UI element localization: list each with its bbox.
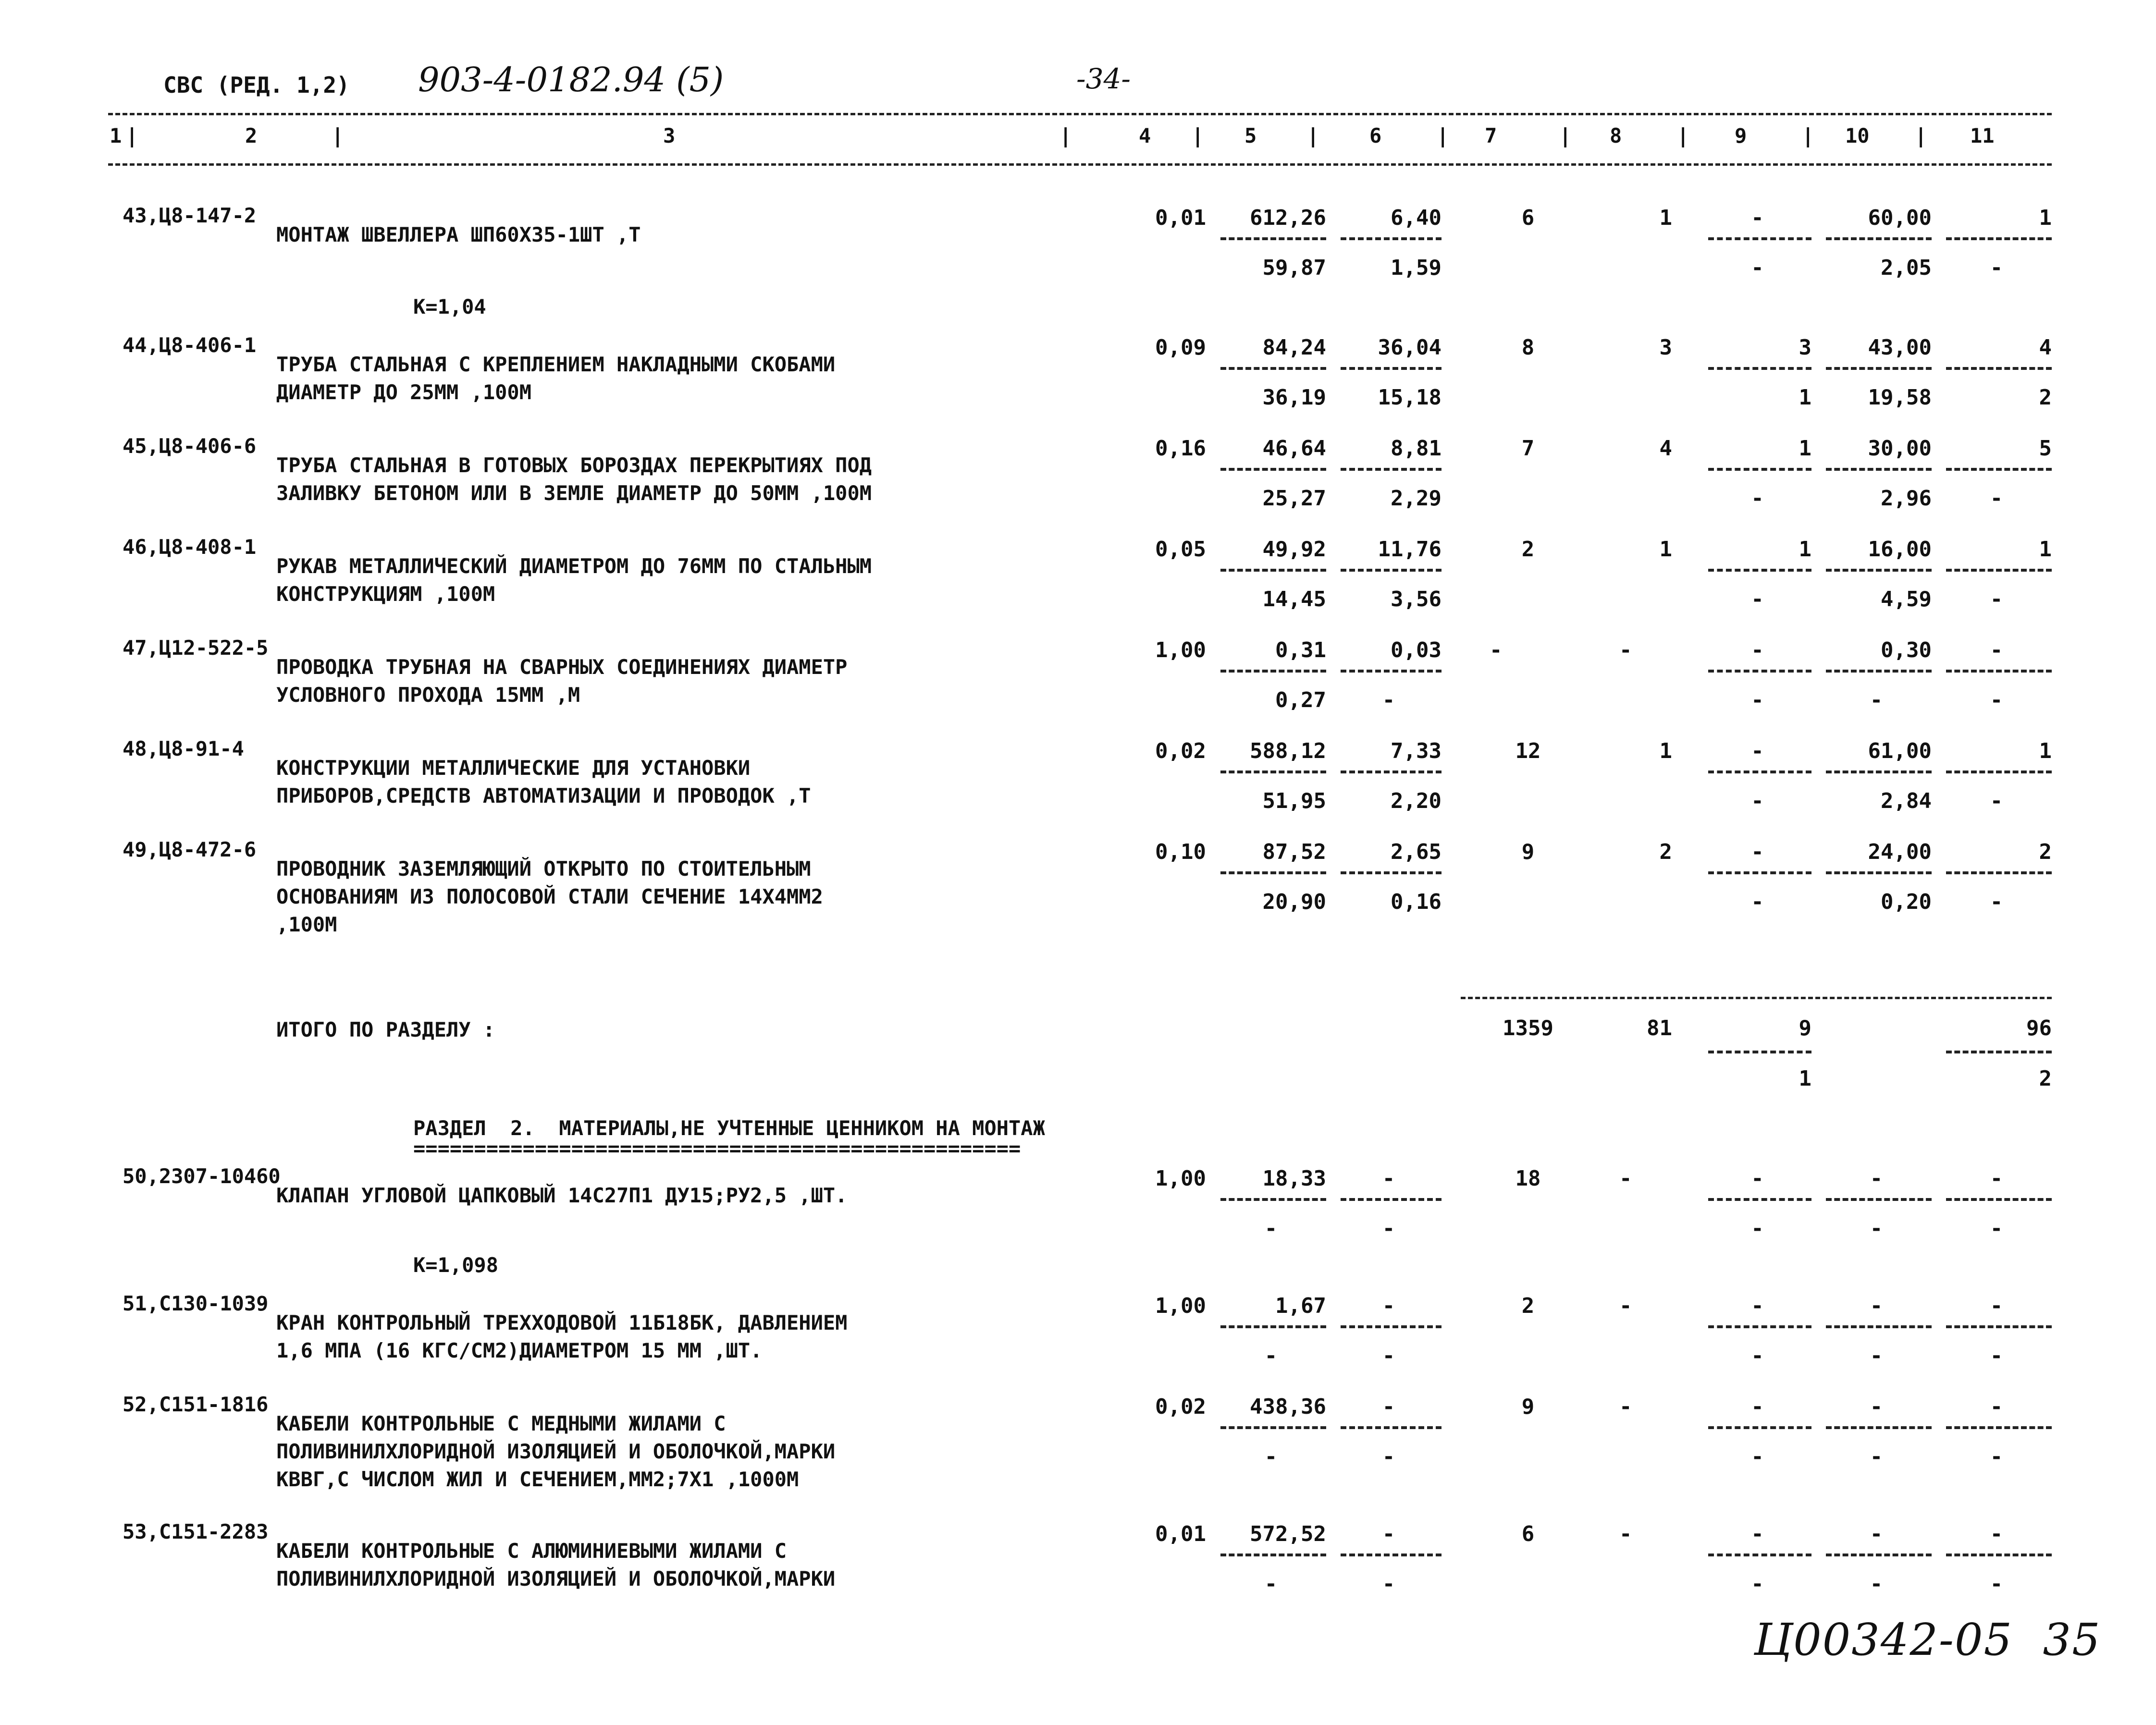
- row-51-description-line: 1,6 МПА (16 КГС/СМ2)ДИАМЕТРОМ 15 ММ ,ШТ.: [276, 1339, 763, 1362]
- row-52-col9-top: -: [1751, 1395, 1764, 1419]
- page-number: -34-: [1076, 62, 1131, 95]
- row-50-col7: 18: [1515, 1166, 1541, 1191]
- row-53-code: 53,С151-2283: [123, 1520, 269, 1543]
- row-53-col11-bottom: -: [1990, 1572, 2003, 1596]
- row-51-col10-bottom: -: [1870, 1344, 1883, 1368]
- row-45-col9-fraction-line: [1708, 468, 1811, 471]
- row-51-coefficient: К=1,098: [413, 1253, 499, 1277]
- row-50-col5-bottom: -: [1264, 1216, 1278, 1241]
- row-46-code: 46,Ц8-408-1: [123, 535, 257, 559]
- row-46-col10-fraction-line: [1826, 569, 1932, 572]
- row-48-col6-bottom: 2,20: [1391, 789, 1441, 813]
- row-46-col6-bottom: 3,56: [1391, 587, 1441, 612]
- row-53-col9-fraction-line: [1708, 1554, 1811, 1556]
- row-46-col5-top: 49,92: [1262, 537, 1326, 562]
- row-46-col7: 2: [1521, 537, 1535, 562]
- row-47-col11-bottom: -: [1990, 688, 2003, 712]
- row-45-description-line: ТРУБА СТАЛЬНАЯ В ГОТОВЫХ БОРОЗДАХ ПЕРЕКРЫТИЯХ ПОД: [276, 453, 872, 477]
- row-46-col9-top: 1: [1799, 537, 1811, 562]
- row-47-description-line: ПРОВОДКА ТРУБНАЯ НА СВАРНЫХ СОЕДИНЕНИЯХ ДИАМЕТР: [276, 655, 848, 679]
- row-48-description-line: КОНСТРУКЦИИ МЕТАЛЛИЧЕСКИЕ ДЛЯ УСТАНОВКИ: [276, 756, 751, 780]
- row-43-col5-top: 612,26: [1250, 206, 1326, 230]
- row-44-col9-top: 3: [1799, 335, 1811, 360]
- row-49-col10-top: 24,00: [1868, 840, 1932, 864]
- row-51-col11-top: -: [1990, 1294, 2003, 1318]
- row-53-col9-bottom: -: [1751, 1572, 1764, 1596]
- row-49-col8: 2: [1659, 840, 1672, 864]
- row-45-col6-fraction-line: [1341, 468, 1441, 471]
- row-45-col8: 4: [1659, 436, 1672, 461]
- row-44-col10-bottom: 19,58: [1868, 385, 1932, 410]
- row-48-col9-bottom: -: [1751, 789, 1764, 813]
- row-51-col11-fraction-line: [1946, 1325, 2052, 1328]
- row-53-col10-bottom: -: [1870, 1572, 1883, 1596]
- row-44-col8: 3: [1659, 335, 1672, 360]
- row-46-col5-fraction-line: [1220, 569, 1326, 572]
- row-51-col11-bottom: -: [1990, 1344, 2003, 1368]
- row-43-col9-fraction-line: [1708, 237, 1811, 240]
- column-header-2: 2: [245, 124, 258, 147]
- row-53-col10-top: -: [1870, 1522, 1883, 1546]
- row-48-description-line: ПРИБОРОВ,СРЕДСТВ АВТОМАТИЗАЦИИ И ПРОВОДОК ,Т: [276, 784, 811, 807]
- column-header-5: 5: [1244, 124, 1257, 147]
- row-44-col9-bottom: 1: [1799, 385, 1811, 410]
- row-44-col6-bottom: 15,18: [1378, 385, 1441, 410]
- row-50-col8: -: [1619, 1166, 1632, 1191]
- row-47-col10-top: 0,30: [1881, 638, 1932, 662]
- row-46-col9-bottom: -: [1751, 587, 1764, 612]
- row-51-col10-top: -: [1870, 1294, 1883, 1318]
- row-43-col5-bottom: 59,87: [1262, 256, 1326, 280]
- row-44-col11-bottom: 2: [2039, 385, 2052, 410]
- row-48-code: 48,Ц8-91-4: [123, 737, 244, 760]
- total-col9-top: 9: [1799, 1016, 1811, 1040]
- row-51-col9-top: -: [1751, 1294, 1764, 1318]
- total-col8: 81: [1647, 1016, 1672, 1040]
- row-47-col10-bottom: -: [1870, 688, 1883, 712]
- row-47-col8: -: [1619, 638, 1632, 662]
- section-2-title: РАЗДЕЛ 2. МАТЕРИАЛЫ,НЕ УЧТЕННЫЕ ЦЕННИКОМ НА МОНТАЖ: [413, 1116, 1045, 1140]
- row-52-col10-fraction-line: [1826, 1426, 1932, 1429]
- total-col9-bottom: 1: [1799, 1066, 1811, 1091]
- row-53-norm: 0,01: [1155, 1522, 1206, 1546]
- row-44-col7: 8: [1521, 335, 1535, 360]
- row-49-col7: 9: [1521, 840, 1535, 864]
- row-46-col9-fraction-line: [1708, 569, 1811, 572]
- total-label: ИТОГО ПО РАЗДЕЛУ :: [276, 1018, 495, 1041]
- row-48-col6-fraction-line: [1341, 771, 1441, 773]
- row-44-col10-fraction-line: [1826, 367, 1932, 370]
- row-44-col5-bottom: 36,19: [1262, 385, 1326, 410]
- row-49-col6-top: 2,65: [1391, 840, 1441, 864]
- row-44-col5-fraction-line: [1220, 367, 1326, 370]
- row-52-col6-top: -: [1382, 1395, 1395, 1419]
- row-50-col9-top: -: [1751, 1166, 1764, 1191]
- row-48-col9-fraction-line: [1708, 771, 1811, 773]
- row-44-col10-top: 43,00: [1868, 335, 1932, 360]
- row-51-col9-fraction-line: [1708, 1325, 1811, 1328]
- row-46-col10-bottom: 4,59: [1881, 587, 1932, 612]
- row-52-norm: 0,02: [1155, 1395, 1206, 1419]
- row-50-col11-bottom: -: [1990, 1216, 2003, 1241]
- row-51-norm: 1,00: [1155, 1294, 1206, 1318]
- row-43-col6-bottom: 1,59: [1391, 256, 1441, 280]
- column-header-11: 11: [1970, 124, 1995, 147]
- document-number: 903-4-0182.94 (5): [418, 60, 724, 99]
- row-49-col6-bottom: 0,16: [1391, 890, 1441, 914]
- header-rule-bottom: [108, 163, 2052, 166]
- column-separator: |: [1437, 124, 1449, 147]
- row-48-col7: 12: [1515, 739, 1541, 763]
- column-separator: |: [1677, 124, 1689, 147]
- row-51-col7: 2: [1521, 1294, 1535, 1318]
- row-44-col9-fraction-line: [1708, 367, 1811, 370]
- column-header-1: 1: [110, 124, 122, 147]
- row-43-norm: 0,01: [1155, 206, 1206, 230]
- row-53-col6-fraction-line: [1341, 1554, 1441, 1556]
- row-47-col9-top: -: [1751, 638, 1764, 662]
- row-51-code: 51,С130-1039: [123, 1292, 269, 1315]
- row-46-col11-fraction-line: [1946, 569, 2052, 572]
- row-48-col9-top: -: [1751, 739, 1764, 763]
- column-header-6: 6: [1369, 124, 1382, 147]
- row-52-col6-fraction-line: [1341, 1426, 1441, 1429]
- row-50-col9-fraction-line: [1708, 1198, 1811, 1201]
- row-50-code: 50,2307-10460: [123, 1164, 281, 1188]
- row-50-col10-bottom: -: [1870, 1216, 1883, 1241]
- row-52-col10-top: -: [1870, 1395, 1883, 1419]
- row-49-col5-fraction-line: [1220, 871, 1326, 874]
- row-50-col6-bottom: -: [1382, 1216, 1395, 1241]
- row-47-norm: 1,00: [1155, 638, 1206, 662]
- row-45-col10-top: 30,00: [1868, 436, 1932, 461]
- row-52-col10-bottom: -: [1870, 1444, 1883, 1469]
- row-43-col8: 1: [1659, 206, 1672, 230]
- row-48-norm: 0,02: [1155, 739, 1206, 763]
- total-rule: [1461, 997, 2052, 999]
- row-50-col6-top: -: [1382, 1166, 1395, 1191]
- row-48-col10-bottom: 2,84: [1881, 789, 1932, 813]
- row-44-description-line: ТРУБА СТАЛЬНАЯ С КРЕПЛЕНИЕМ НАКЛАДНЫМИ СКОБАМИ: [276, 353, 836, 376]
- row-53-description-line: КАБЕЛИ КОНТРОЛЬНЫЕ С АЛЮМИНИЕВЫМИ ЖИЛАМИ С: [276, 1539, 787, 1563]
- row-51-col9-bottom: -: [1751, 1344, 1764, 1368]
- row-51-col8: -: [1619, 1294, 1632, 1318]
- row-43-col6-fraction-line: [1341, 237, 1441, 240]
- row-53-col5-top: 572,52: [1250, 1522, 1326, 1546]
- row-53-col11-top: -: [1990, 1522, 2003, 1546]
- column-header-7: 7: [1485, 124, 1497, 147]
- row-45-col5-bottom: 25,27: [1262, 486, 1326, 511]
- column-header-4: 4: [1139, 124, 1151, 147]
- column-separator: |: [1559, 124, 1572, 147]
- column-separator: |: [1307, 124, 1319, 147]
- row-45-col11-fraction-line: [1946, 468, 2052, 471]
- row-52-col5-top: 438,36: [1250, 1395, 1326, 1419]
- row-50-col11-fraction-line: [1946, 1198, 2052, 1201]
- row-49-code: 49,Ц8-472-6: [123, 838, 257, 861]
- row-51-col6-fraction-line: [1341, 1325, 1441, 1328]
- row-53-col5-bottom: -: [1264, 1572, 1278, 1596]
- row-48-col10-fraction-line: [1826, 771, 1932, 773]
- row-52-col5-fraction-line: [1220, 1426, 1326, 1429]
- column-header-9: 9: [1735, 124, 1747, 147]
- total-col11-fraction-line: [1946, 1051, 2052, 1053]
- row-51-col6-top: -: [1382, 1294, 1395, 1318]
- total-col11-bottom: 2: [2039, 1066, 2052, 1091]
- row-49-description-line: ОСНОВАНИЯМ ИЗ ПОЛОСОВОЙ СТАЛИ СЕЧЕНИЕ 14Х4ММ2: [276, 885, 823, 908]
- row-52-col11-fraction-line: [1946, 1426, 2052, 1429]
- row-50-col10-fraction-line: [1826, 1198, 1932, 1201]
- row-46-col11-top: 1: [2039, 537, 2052, 562]
- row-46-col8: 1: [1659, 537, 1672, 562]
- column-header-8: 8: [1610, 124, 1622, 147]
- row-47-col11-fraction-line: [1946, 670, 2052, 673]
- column-separator: |: [1915, 124, 1927, 147]
- row-50-col10-top: -: [1870, 1166, 1883, 1191]
- row-52-col9-fraction-line: [1708, 1426, 1811, 1429]
- total-col11-top: 96: [2026, 1016, 2052, 1040]
- row-52-col5-bottom: -: [1264, 1444, 1278, 1469]
- row-43-col7: 6: [1521, 206, 1535, 230]
- row-49-col11-bottom: -: [1990, 890, 2003, 914]
- row-50-col5-top: 18,33: [1262, 1166, 1326, 1191]
- row-52-description-line: КАБЕЛИ КОНТРОЛЬНЫЕ С МЕДНЫМИ ЖИЛАМИ С: [276, 1412, 726, 1435]
- row-46-description-line: КОНСТРУКЦИЯМ ,100М: [276, 582, 495, 606]
- row-48-col6-top: 7,33: [1391, 739, 1441, 763]
- column-header-3: 3: [663, 124, 676, 147]
- row-49-norm: 0,10: [1155, 840, 1206, 864]
- row-52-description-line: КВВГ,С ЧИСЛОМ ЖИЛ И СЕЧЕНИЕМ,ММ2;7Х1 ,1000М: [276, 1468, 799, 1491]
- row-44-col5-top: 84,24: [1262, 335, 1326, 360]
- row-49-col11-top: 2: [2039, 840, 2052, 864]
- row-47-col5-fraction-line: [1220, 670, 1326, 673]
- row-44-col11-top: 4: [2039, 335, 2052, 360]
- row-52-col11-bottom: -: [1990, 1444, 2003, 1469]
- row-53-col10-fraction-line: [1826, 1554, 1932, 1556]
- row-47-col6-bottom: -: [1382, 688, 1395, 712]
- row-53-col7: 6: [1521, 1522, 1535, 1546]
- row-47-code: 47,Ц12-522-5: [123, 636, 269, 660]
- row-50-col6-fraction-line: [1341, 1198, 1441, 1201]
- row-51-col10-fraction-line: [1826, 1325, 1932, 1328]
- row-53-description-line: ПОЛИВИНИЛХЛОРИДНОЙ ИЗОЛЯЦИЕЙ И ОБОЛОЧКОЙ,МАРКИ: [276, 1567, 836, 1590]
- row-45-col11-top: 5: [2039, 436, 2052, 461]
- row-47-col11-top: -: [1990, 638, 2003, 662]
- row-48-col11-fraction-line: [1946, 771, 2052, 773]
- row-43-col10-fraction-line: [1826, 237, 1932, 240]
- row-45-col10-fraction-line: [1826, 468, 1932, 471]
- row-44-description-line: ДИАМЕТР ДО 25ММ ,100М: [276, 380, 532, 404]
- row-51-col5-fraction-line: [1220, 1325, 1326, 1328]
- row-45-col7: 7: [1521, 436, 1535, 461]
- row-50-description-line: КЛАПАН УГЛОВОЙ ЦАПКОВЫЙ 14С27П1 ДУ15;РУ2,5 ,ШТ.: [276, 1184, 848, 1207]
- row-45-norm: 0,16: [1155, 436, 1206, 461]
- row-48-col8: 1: [1659, 739, 1672, 763]
- column-separator: |: [1060, 124, 1072, 147]
- row-48-col5-bottom: 51,95: [1262, 789, 1326, 813]
- row-52-col6-bottom: -: [1382, 1444, 1395, 1469]
- row-48-col11-top: 1: [2039, 739, 2052, 763]
- row-43-col10-bottom: 2,05: [1881, 256, 1932, 280]
- row-49-description-line: ,100М: [276, 913, 337, 936]
- row-47-col5-top: 0,31: [1275, 638, 1326, 662]
- row-49-col9-bottom: -: [1751, 890, 1764, 914]
- row-43-col9-top: -: [1751, 206, 1764, 230]
- row-45-col11-bottom: -: [1990, 486, 2003, 511]
- total-col7: 1359: [1503, 1016, 1553, 1040]
- row-51-col5-top: 1,67: [1275, 1294, 1326, 1318]
- row-47-col5-bottom: 0,27: [1275, 688, 1326, 712]
- row-50-col9-bottom: -: [1751, 1216, 1764, 1241]
- row-52-col7: 9: [1521, 1395, 1535, 1419]
- row-45-description-line: ЗАЛИВКУ БЕТОНОМ ИЛИ В ЗЕМЛЕ ДИАМЕТР ДО 50ММ ,100М: [276, 481, 872, 505]
- row-48-col11-bottom: -: [1990, 789, 2003, 813]
- row-53-col6-bottom: -: [1382, 1572, 1395, 1596]
- row-48-col5-top: 588,12: [1250, 739, 1326, 763]
- row-43-col9-bottom: -: [1751, 256, 1764, 280]
- row-46-col10-top: 16,00: [1868, 537, 1932, 562]
- row-49-col11-fraction-line: [1946, 871, 2052, 874]
- row-46-norm: 0,05: [1155, 537, 1206, 562]
- row-51-col6-bottom: -: [1382, 1344, 1395, 1368]
- header-left-text: СВС (РЕД. 1,2): [163, 72, 350, 98]
- row-47-col10-fraction-line: [1826, 670, 1932, 673]
- row-47-col9-fraction-line: [1708, 670, 1811, 673]
- row-49-col10-fraction-line: [1826, 871, 1932, 874]
- row-43-col5-fraction-line: [1220, 237, 1326, 240]
- row-49-col5-top: 87,52: [1262, 840, 1326, 864]
- row-46-col11-bottom: -: [1990, 587, 2003, 612]
- header-rule-top: [108, 113, 2052, 115]
- row-45-col6-bottom: 2,29: [1391, 486, 1441, 511]
- row-44-col11-fraction-line: [1946, 367, 2052, 370]
- row-51-description-line: КРАН КОНТРОЛЬНЫЙ ТРЕХХОДОВОЙ 11Б18БК, ДАВЛЕНИЕМ: [276, 1311, 848, 1334]
- row-52-description-line: ПОЛИВИНИЛХЛОРИДНОЙ ИЗОЛЯЦИЕЙ И ОБОЛОЧКОЙ,МАРКИ: [276, 1440, 836, 1463]
- row-53-col8: -: [1619, 1522, 1632, 1546]
- column-header-10: 10: [1845, 124, 1870, 147]
- archive-stamp: Ц00342-05 35: [1754, 1614, 2101, 1665]
- row-46-col5-bottom: 14,45: [1262, 587, 1326, 612]
- row-49-col9-top: -: [1751, 840, 1764, 864]
- row-44-col6-fraction-line: [1341, 367, 1441, 370]
- row-47-description-line: УСЛОВНОГО ПРОХОДА 15ММ ,М: [276, 683, 580, 707]
- row-45-col10-bottom: 2,96: [1881, 486, 1932, 511]
- row-45-col9-top: 1: [1799, 436, 1811, 461]
- row-53-col9-top: -: [1751, 1522, 1764, 1546]
- row-43-description-line: МОНТАЖ ШВЕЛЛЕРА ШП60Х35-1ШТ ,Т: [276, 223, 641, 246]
- row-48-col5-fraction-line: [1220, 771, 1326, 773]
- section-2-underline: ==================================================: [413, 1137, 1021, 1160]
- row-43-col11-top: 1: [2039, 206, 2052, 230]
- row-53-col6-top: -: [1382, 1522, 1395, 1546]
- row-52-col9-bottom: -: [1751, 1444, 1764, 1469]
- row-46-description-line: РУКАВ МЕТАЛЛИЧЕСКИЙ ДИАМЕТРОМ ДО 76ММ ПО СТАЛЬНЫМ: [276, 554, 872, 578]
- row-46-col6-fraction-line: [1341, 569, 1441, 572]
- row-46-col6-top: 11,76: [1378, 537, 1441, 562]
- row-47-col6-fraction-line: [1341, 670, 1441, 673]
- column-separator: |: [1192, 124, 1204, 147]
- row-45-col6-top: 8,81: [1391, 436, 1441, 461]
- row-45-col5-fraction-line: [1220, 468, 1326, 471]
- row-49-description-line: ПРОВОДНИК ЗАЗЕМЛЯЮЩИЙ ОТКРЫТО ПО СТОИТЕЛЬНЫМ: [276, 857, 811, 881]
- row-43-col11-bottom: -: [1990, 256, 2003, 280]
- column-separator: |: [332, 124, 344, 147]
- column-separator: |: [1802, 124, 1814, 147]
- row-44-code: 44,Ц8-406-1: [123, 333, 257, 357]
- row-45-col9-bottom: -: [1751, 486, 1764, 511]
- row-47-col9-bottom: -: [1751, 688, 1764, 712]
- total-col9-fraction-line: [1708, 1051, 1811, 1053]
- row-49-col5-bottom: 20,90: [1262, 890, 1326, 914]
- row-45-code: 45,Ц8-406-6: [123, 434, 257, 458]
- row-52-code: 52,С151-1816: [123, 1393, 269, 1416]
- row-53-col5-fraction-line: [1220, 1554, 1326, 1556]
- row-44-coefficient: К=1,04: [413, 295, 486, 318]
- row-50-col5-fraction-line: [1220, 1198, 1326, 1201]
- row-44-col6-top: 36,04: [1378, 335, 1441, 360]
- row-51-col5-bottom: -: [1264, 1344, 1278, 1368]
- row-43-col10-top: 60,00: [1868, 206, 1932, 230]
- row-49-col9-fraction-line: [1708, 871, 1811, 874]
- row-43-code: 43,Ц8-147-2: [123, 204, 257, 227]
- row-47-col7: -: [1490, 638, 1503, 662]
- row-52-col8: -: [1619, 1395, 1632, 1419]
- row-50-col11-top: -: [1990, 1166, 2003, 1191]
- row-43-col11-fraction-line: [1946, 237, 2052, 240]
- row-43-col6-top: 6,40: [1391, 206, 1441, 230]
- row-53-col11-fraction-line: [1946, 1554, 2052, 1556]
- column-separator: |: [126, 124, 138, 147]
- row-50-norm: 1,00: [1155, 1166, 1206, 1191]
- row-47-col6-top: 0,03: [1391, 638, 1441, 662]
- row-52-col11-top: -: [1990, 1395, 2003, 1419]
- row-49-col6-fraction-line: [1341, 871, 1441, 874]
- row-44-norm: 0,09: [1155, 335, 1206, 360]
- row-48-col10-top: 61,00: [1868, 739, 1932, 763]
- row-45-col5-top: 46,64: [1262, 436, 1326, 461]
- row-49-col10-bottom: 0,20: [1881, 890, 1932, 914]
